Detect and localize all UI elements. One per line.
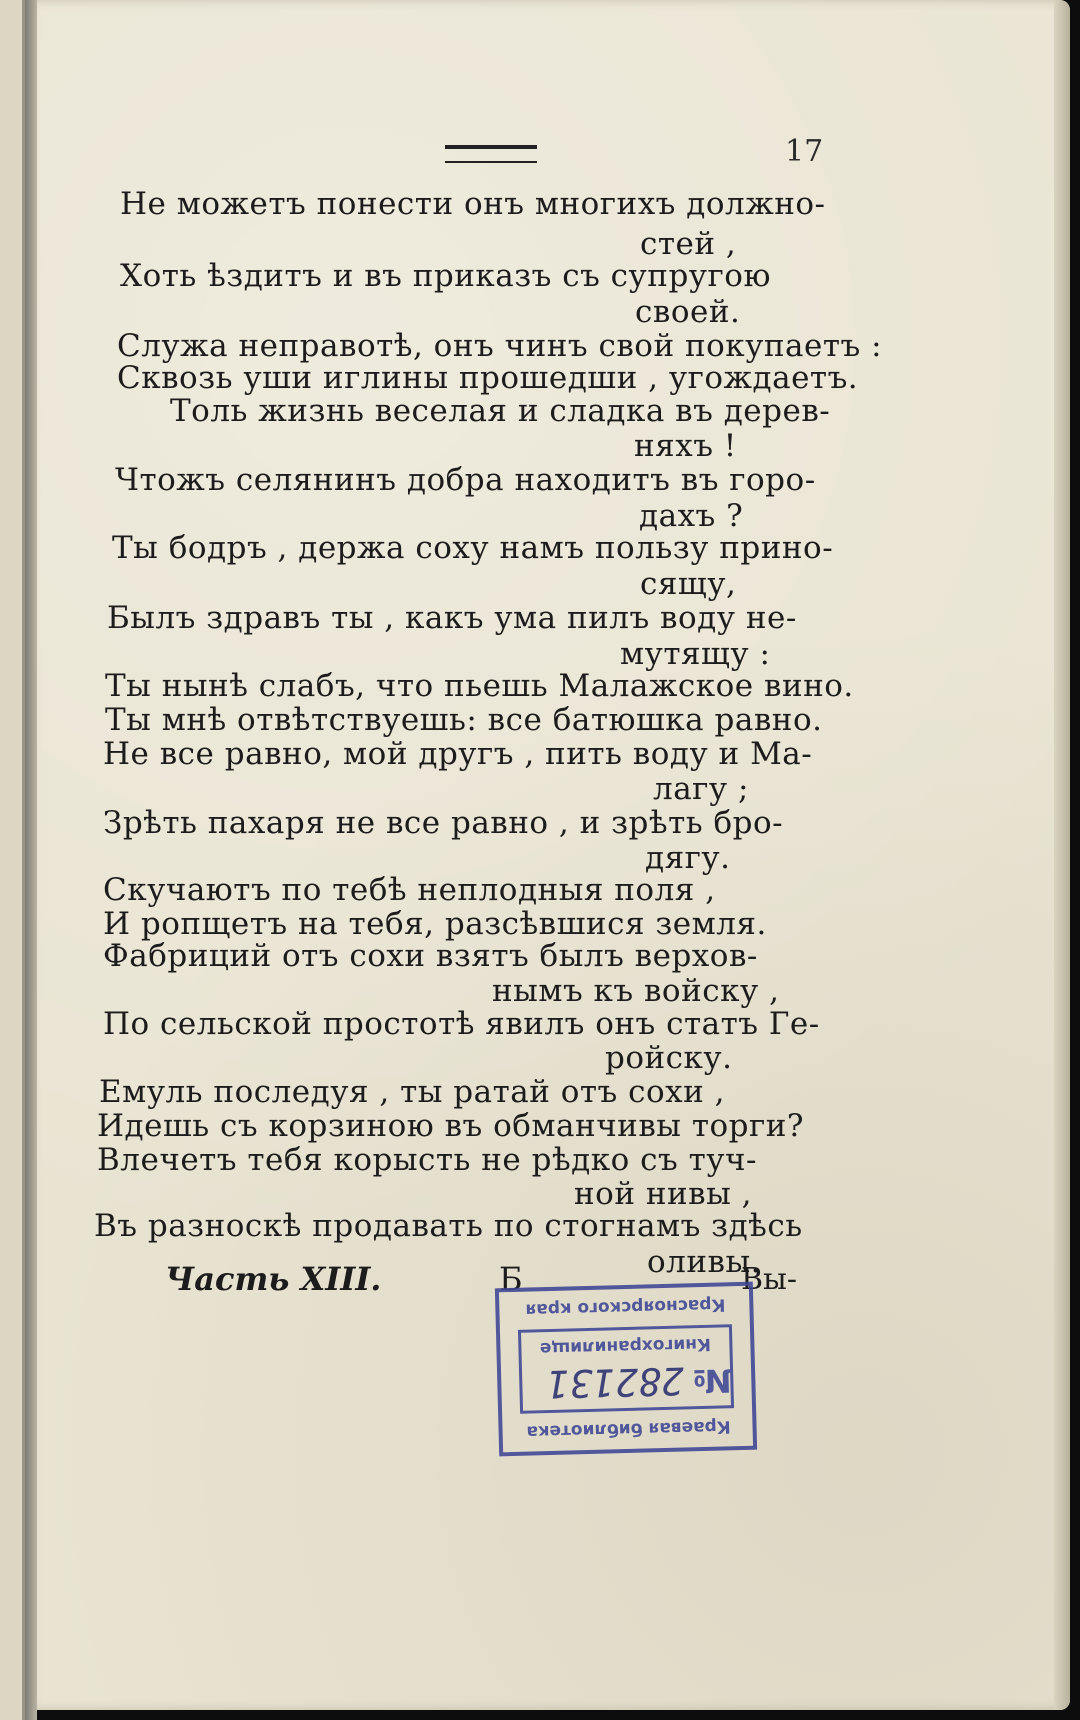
verse-line: Чтожъ селянинъ добра находитъ въ горо- [115,462,816,498]
verse-line-continuation: ной нивы , [574,1176,752,1212]
verse-line-continuation: дахъ ? [639,498,744,534]
verse-line: Не можетъ понести онъ многихъ должно- [120,186,826,222]
verse-line: Скучаютъ по тебѣ неплодныя поля , [103,872,716,908]
verse-line: Не все равно, мой другъ , пить воду и Ма- [103,736,813,772]
verse-line-continuation: стей , [640,226,737,262]
verse-line: Ты бодръ , держа соху намъ пользу прино- [112,530,834,566]
verse-line: Фабриций отъ сохи взятъ былъ верхов- [103,938,758,974]
stamp-inventory-number: 282131 [546,1358,685,1407]
stamp-top-text: Красноярского края [525,1294,726,1320]
stamp-inner-box [518,1324,734,1414]
signature-letter: Б [499,1260,523,1298]
verse-line: Былъ здравъ ты , какъ ума пилъ воду не- [107,600,797,636]
adjacent-page-edge [0,0,25,1720]
stamp-number-sign: № [692,1361,733,1401]
verse-line-continuation: своей. [635,294,741,330]
verse-line-continuation: ройску. [605,1040,733,1076]
stamp-bottom-text: Краевая библиотека [526,1416,731,1442]
verse-line: Зрѣть пахаря не все равно , и зрѣть бро- [103,805,784,841]
verse-line-continuation: няхъ ! [634,428,737,464]
verse-line-continuation: мутящу : [620,636,771,672]
library-stamp [495,1282,757,1457]
verse-line-continuation: сящу, [640,566,737,602]
verse-line: Емуль последуя , ты ратай отъ сохи , [99,1074,725,1110]
verse-line: Толь жизнь веселая и сладка въ дерев- [170,393,831,429]
book-gutter [25,0,37,1720]
page-number: 17 [785,134,824,169]
verse-line: И ропщетъ на тебя, разсѣвшися земля. [103,906,767,942]
verse-line: Ты мнѣ отвѣтствуешь: все батюшка равно. [105,702,823,738]
signature-mark: Часть XIII. [165,1260,382,1298]
catchword: Вы- [741,1262,798,1297]
verse-line: Влечетъ тебя корысть не рѣдко съ туч- [97,1142,757,1178]
verse-line: Хоть ѣздитъ и въ приказъ съ супругою [120,258,771,294]
verse-line-continuation: дягу. [645,840,731,876]
verse-line: По сельской простотѣ явилъ онъ статъ Ге- [103,1006,820,1042]
verse-line: Идешь съ корзиною въ обманчивы торги? [97,1108,805,1144]
verse-block [37,0,1070,1300]
verse-line: Сквозь уши иглины прошедши , угождаетъ. [117,360,859,396]
stamp-middle-text: Книгохранилище [539,1333,712,1359]
verse-line: Служа неправотѣ, онъ чинъ свой покупаетъ : [117,328,883,364]
verse-line: Въ разноскѣ продавать по стогнамъ здѣсь [94,1208,803,1244]
verse-line: Ты нынѣ слабъ, что пьешь Малажское вино. [105,668,854,704]
verse-line-continuation: лагу ; [653,771,749,807]
verse-line-continuation: нымъ къ войску , [492,973,780,1009]
verse-line-continuation: оливы. [647,1244,761,1280]
book-page [37,0,1070,1710]
